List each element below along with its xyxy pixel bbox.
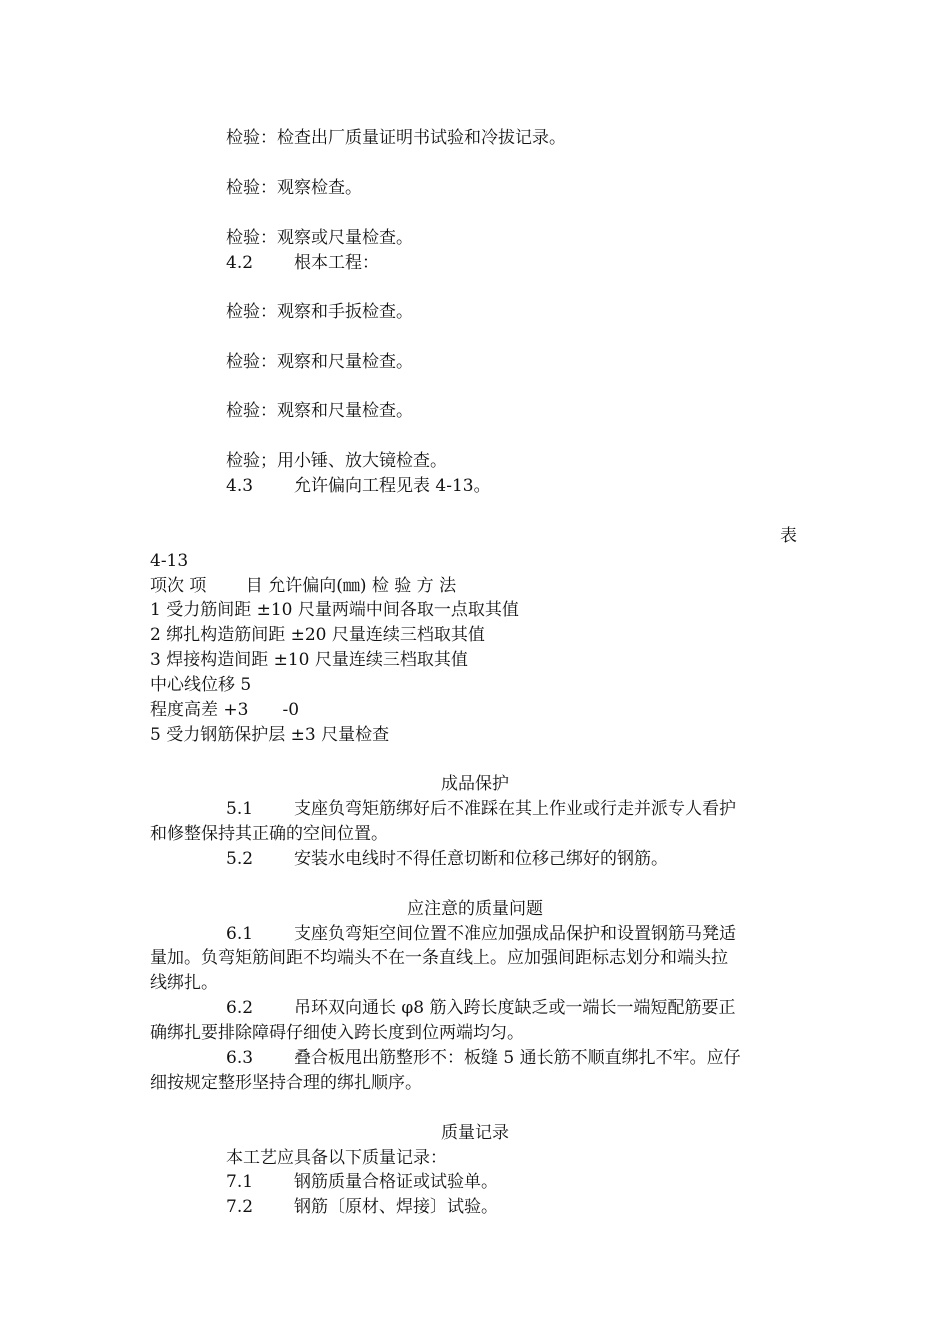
inspection-line-1: 检验：检查出厂质量证明书试验和冷拔记录。 <box>226 128 566 148</box>
table-row: 程度高差 +3 -0 <box>150 700 300 720</box>
section-title-product-protection: 成品保护 <box>441 774 509 794</box>
clause-6-3 <box>226 1047 741 1069</box>
clause-7-1 <box>226 1171 498 1193</box>
clause-7-2 <box>226 1196 498 1218</box>
clause-5-1 <box>226 798 736 820</box>
inspection-line-6: 检验：观察和尺量检查。 <box>226 401 413 421</box>
clause-6-1-continued: 线绑扎。 <box>150 973 218 993</box>
clause-text: 叠合板甩出筋整形不：板缝 5 通长筋不顺直绑扎不牢。应仔 <box>294 1048 741 1068</box>
clause-text: 根本工程： <box>294 253 379 273</box>
clause-number: 4.3 <box>226 476 254 496</box>
table-row: 5 受力钢筋保护层 ±3 尺量检查 <box>150 725 390 745</box>
clause-6-2 <box>226 997 736 1019</box>
table-row: 2 绑扎构造筋间距 ±20 尺量连续三档取其值 <box>150 625 485 645</box>
table-row: 中心线位移 5 <box>150 675 252 695</box>
clause-6-2-continued: 确绑扎要排除障碍仔细使入跨长度到位两端均匀。 <box>150 1023 524 1043</box>
clause-number: 4.2 <box>226 253 254 273</box>
clause-5-2 <box>226 848 668 870</box>
inspection-line-7: 检验；用小锤、放大镜检查。 <box>226 451 447 471</box>
clause-6-1-continued: 量加。负弯矩筋间距不均端头不在一条直线上。应加强间距标志划分和端头拉 <box>150 948 728 968</box>
section-title-quality-records: 质量记录 <box>441 1123 509 1143</box>
clause-text: 允许偏向工程见表 4-13。 <box>294 476 491 496</box>
clause-number: 6.1 <box>226 924 254 944</box>
clause-number: 6.2 <box>226 998 254 1018</box>
clause-text: 安装水电线时不得任意切断和位移己绑好的钢筋。 <box>294 849 668 869</box>
clause-number: 7.2 <box>226 1197 254 1217</box>
inspection-line-4: 检验：观察和手扳检查。 <box>226 302 413 322</box>
clause-text: 钢筋〔原材、焊接〕试验。 <box>294 1197 498 1217</box>
table-row: 3 焊接构造间距 ±10 尺量连续三档取其值 <box>150 650 468 670</box>
clause-text: 钢筋质量合格证或试验单。 <box>294 1172 498 1192</box>
clause-6-1 <box>226 923 736 945</box>
table-caption-number: 4-13 <box>150 551 189 571</box>
clause-number: 5.1 <box>226 799 254 819</box>
clause-6-3-continued: 细按规定整形坚持合理的绑扎顺序。 <box>150 1073 422 1093</box>
table-header: 项次 项 目 允许偏向(㎜) 检 验 方 法 <box>150 576 457 596</box>
table-row: 1 受力筋间距 ±10 尺量两端中间各取一点取其值 <box>150 600 519 620</box>
clause-4-2 <box>226 252 379 274</box>
clause-text: 吊环双向通长 φ8 筋入跨长度缺乏或一端长一端短配筋要正 <box>294 998 736 1018</box>
table-caption-label: 表 <box>780 526 797 546</box>
inspection-line-3: 检验：观察或尺量检查。 <box>226 228 413 248</box>
section-title-quality-issues: 应注意的质量问题 <box>407 899 543 919</box>
clause-number: 7.1 <box>226 1172 254 1192</box>
clause-number: 6.3 <box>226 1048 254 1068</box>
clause-4-3 <box>226 475 491 497</box>
records-intro: 本工艺应具备以下质量记录： <box>226 1148 447 1168</box>
clause-number: 5.2 <box>226 849 254 869</box>
clause-text: 支座负弯矩空间位置不准应加强成品保护和设置钢筋马凳适 <box>294 924 736 944</box>
clause-text: 支座负弯矩筋绑好后不准踩在其上作业或行走并派专人看护 <box>294 799 736 819</box>
inspection-line-2: 检验：观察检查。 <box>226 178 362 198</box>
inspection-line-5: 检验：观察和尺量检查。 <box>226 352 413 372</box>
clause-5-1-continued: 和修整保持其正确的空间位置。 <box>150 824 388 844</box>
